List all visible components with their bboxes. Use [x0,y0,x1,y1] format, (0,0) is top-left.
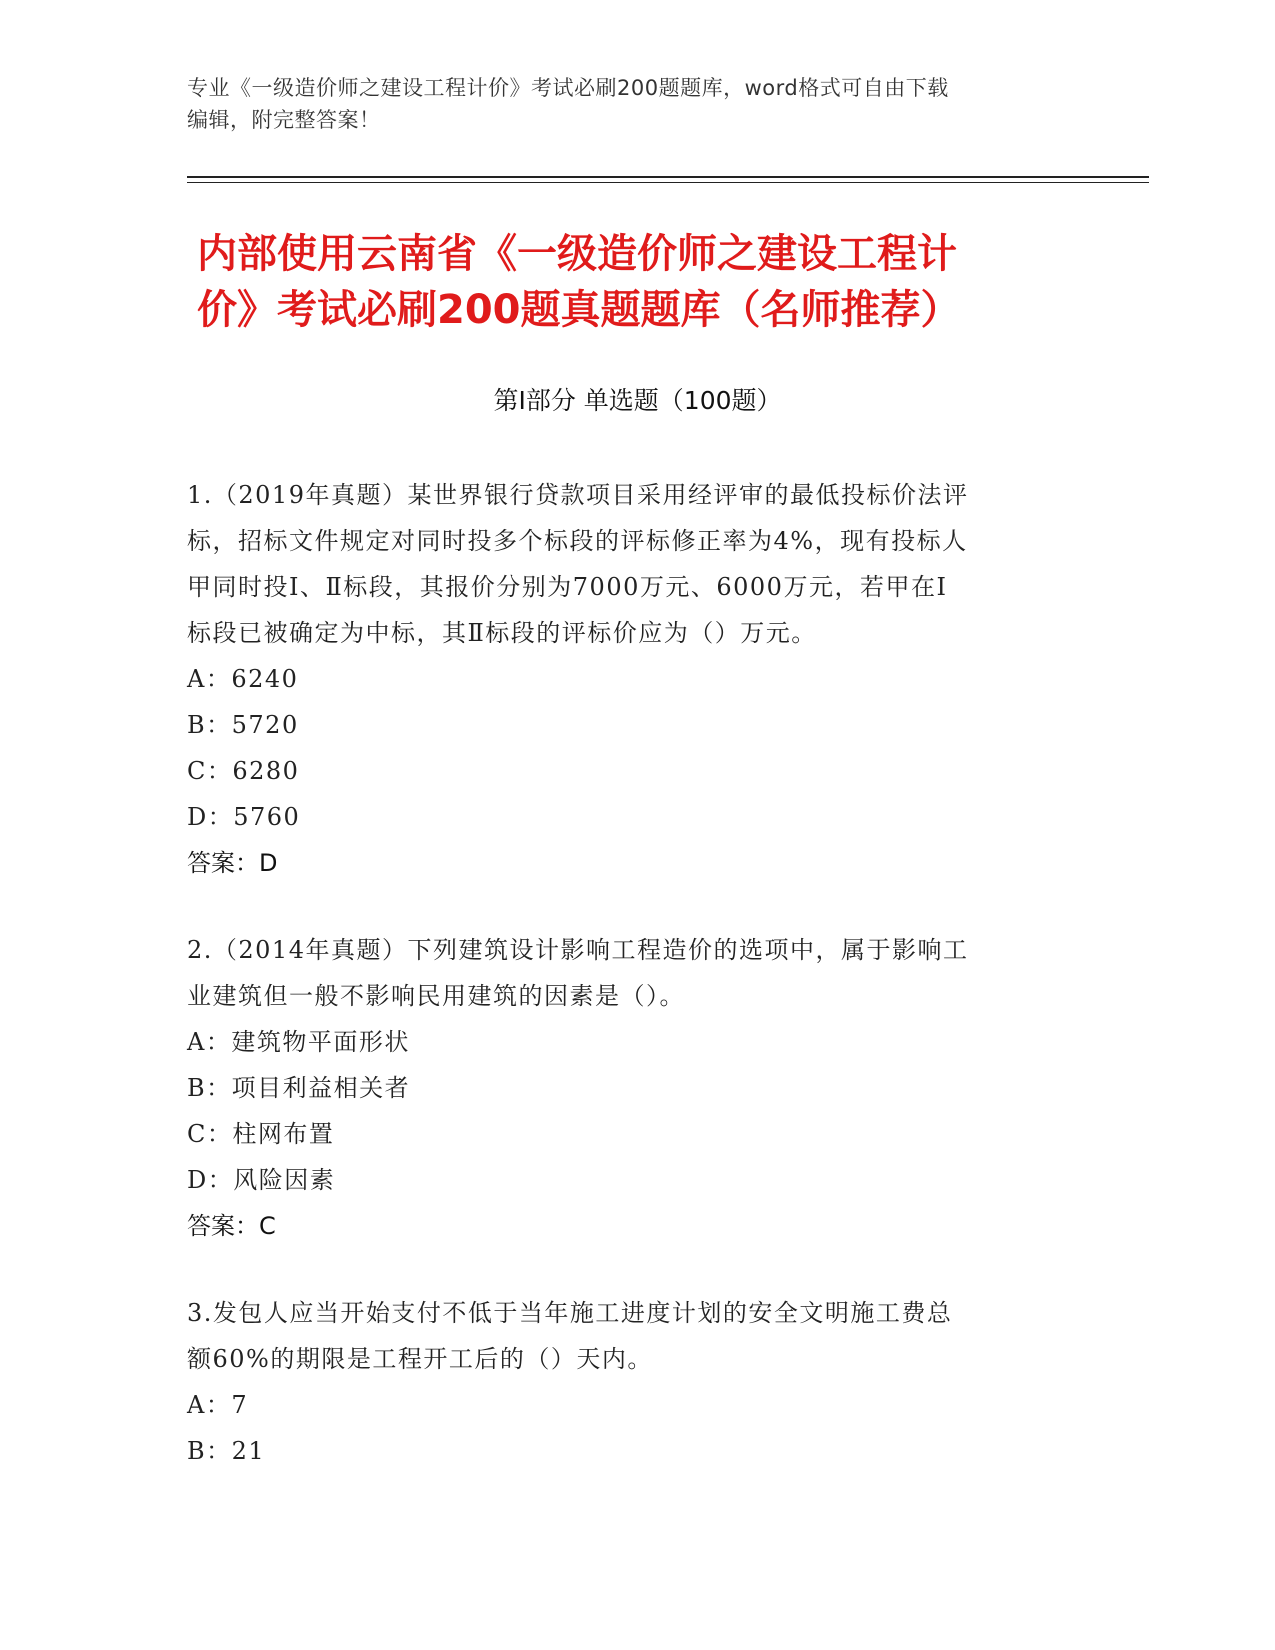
header-divider-thin [187,182,1149,183]
header-divider-thick [187,176,1149,178]
option-b: B：5720 [187,711,299,739]
header-note-line-2: 编辑，附完整答案！ [187,108,381,132]
answer-label: 答案：C [187,1212,276,1240]
option-c: C：柱网布置 [187,1120,335,1148]
option-a: A：7 [187,1391,249,1419]
question-2 [187,927,1087,1249]
answer-label: 答案：D [187,849,278,877]
question-text-line: 标段已被确定为中标，其Ⅱ标段的评标价应为（）万元。 [187,619,817,647]
option-b: B：项目利益相关者 [187,1074,411,1102]
option-d: D：5760 [187,803,301,831]
option-a: A：6240 [187,665,299,693]
question-text-line: 2.（2014年真题）下列建筑设计影响工程造价的选项中，属于影响工 [187,936,969,964]
question-text-line: 甲同时投Ⅰ、Ⅱ标段，其报价分别为7000万元、6000万元，若甲在Ⅰ [187,573,948,601]
header-note-line-1: 专业《一级造价师之建设工程计价》考试必刷200题题库，word格式可自由下载 [187,76,949,100]
question-text-line: 3.发包人应当开始支付不低于当年施工进度计划的安全文明施工费总 [187,1299,953,1327]
document-title-line-2: 价》考试必刷200题真题题库（名师推荐） [197,287,961,333]
option-b: B：21 [187,1437,266,1465]
header-note [187,72,1067,136]
question-1 [187,472,1087,886]
question-3 [187,1290,1087,1474]
question-text-line: 1.（2019年真题）某世界银行贷款项目采用经评审的最低投标价法评 [187,481,969,509]
option-a: A：建筑物平面形状 [187,1028,410,1056]
document-title-line-1: 内部使用云南省《一级造价师之建设工程计 [197,231,957,277]
option-d: D：风险因素 [187,1166,336,1194]
question-text-line: 标，招标文件规定对同时投多个标段的评标修正率为4%，现有投标人 [187,527,968,555]
document-title [197,226,1097,338]
question-text-line: 业建筑但一般不影响民用建筑的因素是（）。 [187,982,685,1010]
option-c: C：6280 [187,757,300,785]
section-heading: 第Ⅰ部分 单选题（100题） [493,386,782,415]
question-text-line: 额60%的期限是工程开工后的（）天内。 [187,1345,653,1373]
